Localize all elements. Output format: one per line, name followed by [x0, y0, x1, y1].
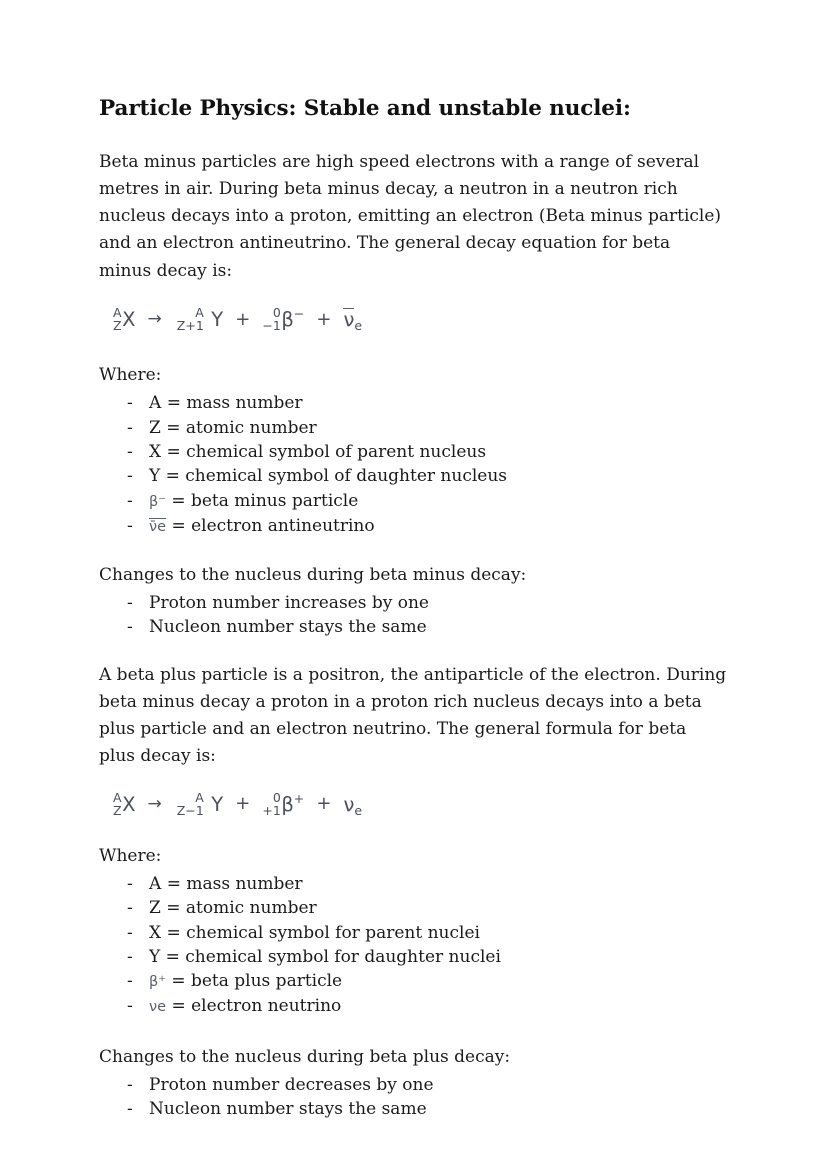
list-item-definition: = mass number [166, 393, 303, 414]
list-dash-marker: - [127, 441, 133, 462]
parent-atomic-number: Z [113, 802, 122, 818]
beta-atomic-number: +1 [262, 802, 281, 818]
antineutrino-subscript: e [354, 317, 363, 333]
beta-plus-where-label: Where: [99, 846, 162, 866]
list-item-symbol: X [149, 922, 162, 943]
beta-plus-equation [113, 792, 739, 818]
list-item-symbol: A [149, 874, 162, 894]
list-item [99, 391, 739, 415]
beta-symbol: β [281, 792, 294, 816]
list-item [99, 514, 739, 538]
list-item-definition: = chemical symbol for parent nuclei [166, 922, 480, 943]
list-item-symbol: Y [149, 466, 161, 487]
list-dash-marker: - [127, 922, 133, 943]
plus-operator-2: + [316, 793, 332, 815]
list-item [99, 945, 739, 969]
list-dash-marker: - [127, 1099, 133, 1120]
list-item [99, 615, 739, 639]
beta-plus-equation-line [113, 792, 739, 818]
beta-charge-sign: − [293, 305, 305, 321]
beta-atomic-number: −1 [262, 318, 281, 334]
list-item-definition: = electron neutrino [171, 996, 342, 1017]
parent-nuclide-numbers [113, 307, 122, 333]
neutrino-subscript: e [354, 802, 363, 818]
document-content [99, 96, 739, 1121]
list-dash-marker: - [127, 996, 133, 1017]
list-item-symbol: Z [149, 417, 161, 438]
electron-neutrino-symbol: νe [149, 999, 167, 1016]
list-item [99, 416, 739, 440]
list-dash-marker: - [127, 946, 133, 967]
decay-arrow-icon: → [147, 793, 162, 814]
list-item-text: Proton number decreases by one [149, 1074, 434, 1095]
list-dash-marker: - [127, 898, 133, 919]
list-dash-marker: - [127, 515, 133, 536]
list-item [99, 994, 739, 1019]
daughter-mass-number: A [195, 305, 204, 321]
list-dash-marker: - [127, 593, 133, 614]
list-dash-marker: - [127, 466, 133, 487]
list-dash-marker: - [127, 971, 133, 992]
daughter-nuclide-numbers [177, 307, 204, 333]
beta-mass-number: 0 [272, 790, 281, 805]
list-dash-marker: - [127, 393, 133, 414]
list-dash-marker: - [127, 490, 133, 511]
beta-plus-changes-label: Changes to the nucleus during beta plus decay: [99, 1046, 511, 1067]
list-dash-marker: - [127, 417, 133, 438]
beta-minus-changes-list [99, 591, 739, 640]
beta-plus-changes-list [99, 1073, 739, 1122]
plus-operator-1: + [235, 308, 251, 330]
list-item-definition: = chemical symbol of daughter nucleus [165, 466, 508, 487]
list-item-symbol: Z [149, 898, 161, 919]
list-item-text: Nucleon number stays the same [149, 617, 427, 638]
daughter-mass-number: A [195, 790, 204, 805]
beta-charge-sign: + [293, 790, 305, 806]
list-item-text: Nucleon number stays the same [149, 1099, 427, 1120]
beta-minus-equation-line [113, 307, 739, 333]
antineutrino-overline [343, 308, 354, 329]
antineutrino-symbol: ν [343, 307, 355, 331]
list-item [99, 921, 739, 945]
daughter-nuclide-numbers [177, 792, 204, 818]
parent-nuclide-numbers [113, 792, 122, 818]
daughter-element-symbol: Y [211, 792, 224, 816]
beta-symbol: β [281, 307, 294, 331]
beta-plus-paragraph: A beta plus particle is a positron, the antiparticle of the electron. During beta minus decay a proton in a proton rich nucleus decays into a beta plus particle and an electron neutrino. The general formula for beta plus decay is: [99, 664, 727, 767]
plus-operator-2: + [316, 308, 332, 330]
list-item [99, 1073, 739, 1097]
daughter-element-symbol: Y [211, 307, 224, 331]
list-item [99, 464, 739, 488]
list-item-symbol: Y [149, 946, 161, 967]
daughter-atomic-number: Z+1 [176, 318, 204, 334]
list-item [99, 969, 739, 994]
list-item-definition: = atomic number [166, 417, 317, 438]
plus-operator-1: + [235, 793, 251, 815]
list-item [99, 872, 739, 896]
page-title: Particle Physics: Stable and unstable nuclei: [99, 96, 631, 121]
list-item-definition: = mass number [166, 874, 303, 894]
list-item-definition: = beta minus particle [171, 490, 359, 511]
list-item [99, 489, 739, 514]
beta-plus-particle-symbol: β⁺ [149, 974, 166, 991]
list-item [99, 1097, 739, 1121]
beta-minus-changes-label: Changes to the nucleus during beta minus decay: [99, 565, 527, 586]
list-item-definition: = atomic number [166, 898, 317, 919]
list-dash-marker: - [127, 1074, 133, 1095]
beta-minus-particle-symbol: β⁻ [149, 493, 166, 510]
neutrino-symbol: ν [343, 792, 355, 816]
beta-particle-numbers [262, 307, 280, 333]
parent-mass-number: A [113, 790, 122, 805]
parent-mass-number: A [113, 305, 122, 321]
list-item [99, 896, 739, 920]
parent-element-symbol: X [122, 307, 136, 331]
list-item [99, 440, 739, 464]
beta-minus-paragraph: Beta minus particles are high speed electrons with a range of several metres in air. During beta minus decay, a neutron in a neutron rich nucleus decays into a proton, emitting an electron (Beta minus particle) and an electron antineutrino. The general decay equation for beta minus decay is: [99, 151, 722, 281]
beta-mass-number: 0 [272, 305, 281, 321]
beta-particle-numbers [262, 792, 280, 818]
list-item-text: Proton number increases by one [149, 593, 429, 614]
parent-atomic-number: Z [113, 318, 122, 334]
list-item-symbol: X [149, 441, 162, 462]
list-item-definition: = chemical symbol of parent nucleus [166, 441, 487, 462]
beta-minus-equation [113, 307, 739, 333]
list-dash-marker: - [127, 617, 133, 638]
electron-antineutrino-symbol: ν̄e [149, 518, 167, 535]
decay-arrow-icon: → [147, 309, 162, 330]
daughter-atomic-number: Z−1 [176, 802, 204, 818]
beta-plus-where-list [99, 872, 739, 1020]
list-item-symbol: A [149, 393, 162, 414]
beta-minus-where-label: Where: [99, 365, 162, 386]
list-dash-marker: - [127, 874, 133, 894]
list-item [99, 591, 739, 615]
list-item-definition: = beta plus particle [171, 971, 343, 992]
beta-minus-where-list [99, 391, 739, 538]
parent-element-symbol: X [122, 792, 136, 816]
list-item-definition: = chemical symbol for daughter nuclei [165, 946, 501, 967]
list-item-definition: = electron antineutrino [171, 515, 375, 536]
